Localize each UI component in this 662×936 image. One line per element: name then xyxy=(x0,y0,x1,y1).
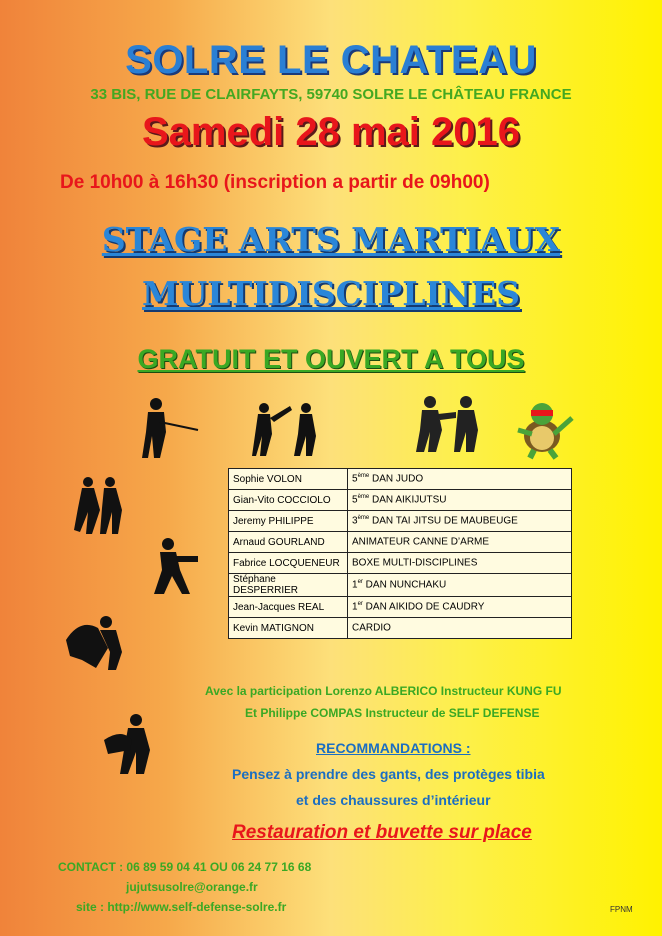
participation-line2: Et Philippe COMPAS Instructeur de SELF DEFENSE xyxy=(245,706,540,720)
table-row xyxy=(229,490,572,511)
instructor-name: Arnaud GOURLAND xyxy=(229,532,348,553)
participation-line1: Avec la participation Lorenzo ALBERICO Instructeur KUNG FU xyxy=(205,684,562,698)
instructor-discipline xyxy=(348,532,572,553)
dan-rank-suffix: ème xyxy=(357,473,370,480)
instructor-name: Jean-Jacques REAL xyxy=(229,597,348,618)
instructors-table xyxy=(228,468,572,639)
dan-rank: 3 xyxy=(352,515,358,527)
instructor-name: Sophie VOLON xyxy=(229,469,348,490)
staff-fighter-silhouette-icon xyxy=(130,396,200,460)
dan-rank-suffix: er xyxy=(357,579,363,586)
dan-rank: 1 xyxy=(352,579,358,591)
discipline-label: BOXE MULTI-DISCIPLINES xyxy=(352,557,478,569)
instructor-discipline xyxy=(348,469,572,490)
stage-title-line2: MULTIDISCIPLINES xyxy=(141,274,520,313)
recommendation-line1: Pensez à prendre des gants, des protèges tibia xyxy=(232,766,545,782)
table-row xyxy=(229,553,572,574)
table-row xyxy=(229,618,572,639)
instructor-discipline xyxy=(348,511,572,532)
instructor-name: Jeremy PHILIPPE xyxy=(229,511,348,532)
city-title: SOLRE LE CHATEAU xyxy=(125,38,537,82)
table-row xyxy=(229,532,572,553)
instructor-discipline xyxy=(348,618,572,639)
footer-mark: FPNM xyxy=(610,905,633,914)
dan-rank: 1 xyxy=(352,601,358,613)
ninja-turtle-cartoon-icon xyxy=(510,400,580,460)
instructor-name: Fabrice LOCQUENEUR xyxy=(229,553,348,574)
instructor-name: Stéphane DESPERRIER xyxy=(229,574,348,597)
aikido-throw-silhouette-icon xyxy=(60,608,130,672)
instructor-discipline xyxy=(348,574,572,597)
recommendations-heading: RECOMMANDATIONS : xyxy=(316,740,471,756)
discipline-label: DAN JUDO xyxy=(369,473,424,485)
dan-rank-suffix: ème xyxy=(357,494,370,501)
recommendation-line2: et des chaussures d’intérieur xyxy=(296,792,491,808)
instructor-discipline xyxy=(348,597,572,618)
event-hours: De 10h00 à 16h30 (inscription a partir de 09h00) xyxy=(60,172,490,193)
discipline-label: CARDIO xyxy=(352,622,391,634)
table-row xyxy=(229,574,572,597)
discipline-label: DAN AIKIJUTSU xyxy=(369,494,447,506)
instructor-discipline xyxy=(348,490,572,511)
judo-throw-silhouette-icon xyxy=(100,710,166,776)
punch-stance-silhouette-icon xyxy=(150,536,200,596)
contact-email[interactable]: jujutsusolre@orange.fr xyxy=(126,880,258,894)
discipline-label: DAN TAI JITSU DE MAUBEUGE xyxy=(369,515,518,527)
dan-rank: 5 xyxy=(352,473,358,485)
table-row xyxy=(229,597,572,618)
address: 33 BIS, RUE DE CLAIRFAYTS, 59740 SOLRE LE CHÂTEAU FRANCE xyxy=(90,86,572,103)
instructor-name: Kevin MATIGNON xyxy=(229,618,348,639)
dan-rank-suffix: ème xyxy=(357,515,370,522)
stage-title-line1: STAGE ARTS MARTIAUX xyxy=(101,220,561,259)
kickboxers-silhouette-icon xyxy=(250,400,324,458)
discipline-label: ANIMATEUR CANNE D’ARME xyxy=(352,536,490,548)
dan-rank-suffix: er xyxy=(357,601,363,608)
dan-rank: 5 xyxy=(352,494,358,506)
discipline-label: DAN NUNCHAKU xyxy=(362,579,447,591)
discipline-label: DAN AIKIDO DE CAUDRY xyxy=(362,601,485,613)
free-open-subtitle: GRATUIT ET OUVERT A TOUS xyxy=(137,344,525,374)
contact-website[interactable]: site : http://www.self-defense-solre.fr xyxy=(76,900,287,914)
instructor-discipline xyxy=(348,553,572,574)
event-date: Samedi 28 mai 2016 xyxy=(141,110,521,154)
contact-phone: CONTACT : 06 89 59 04 41 OU 06 24 77 16 68 xyxy=(58,860,312,874)
table-row xyxy=(229,469,572,490)
table-row xyxy=(229,511,572,532)
restauration-note: Restauration et buvette sur place xyxy=(232,822,532,843)
grappling-pair-silhouette-icon xyxy=(70,474,130,538)
instructor-name: Gian-Vito COCCIOLO xyxy=(229,490,348,511)
self-defense-pair-silhouette-icon xyxy=(410,394,484,454)
